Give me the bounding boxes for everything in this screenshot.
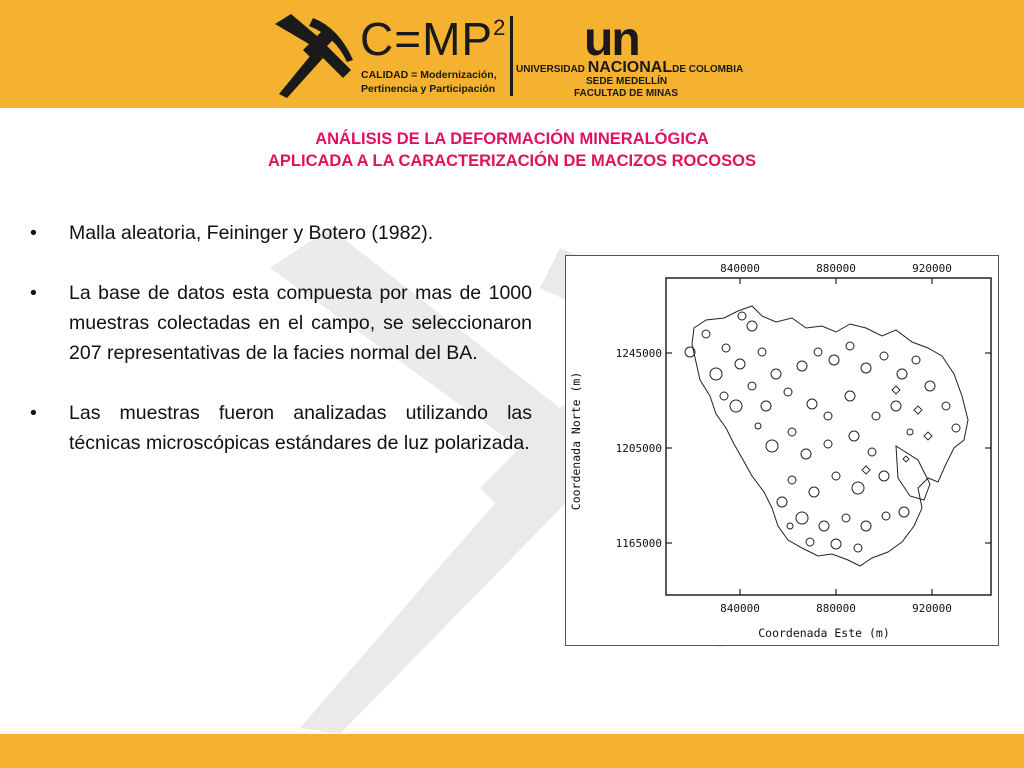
y-tick: 1205000	[615, 442, 662, 455]
bullet-marker: •	[30, 222, 37, 244]
y-axis-label: Coordenada Norte (m)	[569, 371, 583, 511]
slide-title	[0, 128, 1024, 172]
x-tick-bottom: 880000	[816, 602, 856, 615]
bullet-list	[30, 218, 532, 488]
x-tick-bottom: 920000	[912, 602, 952, 615]
pickaxe-icon	[265, 10, 357, 98]
y-tick: 1165000	[615, 537, 662, 550]
title-line-2: APLICADA A LA CARACTERIZACIÓN DE MACIZOS ROCOSOS	[268, 152, 756, 170]
cmp-logo-text: $C=MP^2$	[360, 13, 507, 65]
bullet-marker: •	[30, 402, 37, 424]
cmp-logo	[265, 10, 505, 100]
x-tick-bottom: 840000	[720, 602, 760, 615]
bullet-text: La base de datos esta compuesta por mas de 1000 muestras colectadas en el campo, se seleccionaron 207 representativas de la facies normal del BA.	[69, 282, 532, 364]
map-figure	[566, 256, 998, 645]
bullet-item	[30, 218, 532, 248]
un-logo-name: UNIVERSIDAD NACIONALDE COLOMBIA	[516, 59, 744, 76]
bullet-item	[30, 398, 532, 458]
x-tick-top: 920000	[912, 262, 952, 275]
bullet-text: Las muestras fueron analizadas utilizando las técnicas microscópicas estándares de luz polarizada.	[69, 402, 532, 454]
x-axis-label: Coordenada Este (m)	[758, 626, 890, 640]
footer-bar	[0, 734, 1024, 768]
y-tick: 1245000	[615, 347, 662, 360]
cmp-logo-tagline: CALIDAD = Modernización, Pertinencia y Participación	[361, 69, 497, 95]
un-logo-sede: SEDE MEDELLÍN	[586, 76, 668, 87]
logo-divider	[510, 16, 513, 96]
batholith-outline	[692, 306, 968, 566]
bullet-item	[30, 278, 532, 368]
un-logo-mark: un	[584, 13, 639, 66]
batholith-inlet	[896, 446, 930, 500]
un-logo-facultad: FACULTAD DE MINAS	[574, 88, 679, 99]
bullet-marker: •	[30, 282, 37, 304]
bullet-text: Malla aleatoria, Feininger y Botero (1982).	[69, 222, 434, 244]
un-logo	[516, 12, 756, 102]
map-frame	[666, 278, 991, 595]
x-tick-top: 880000	[816, 262, 856, 275]
x-tick-top: 840000	[720, 262, 760, 275]
sample-location-map	[565, 255, 999, 646]
map-ticks	[666, 278, 991, 595]
title-line-1: ANÁLISIS DE LA DEFORMACIÓN MINERALÓGICA	[315, 130, 709, 148]
